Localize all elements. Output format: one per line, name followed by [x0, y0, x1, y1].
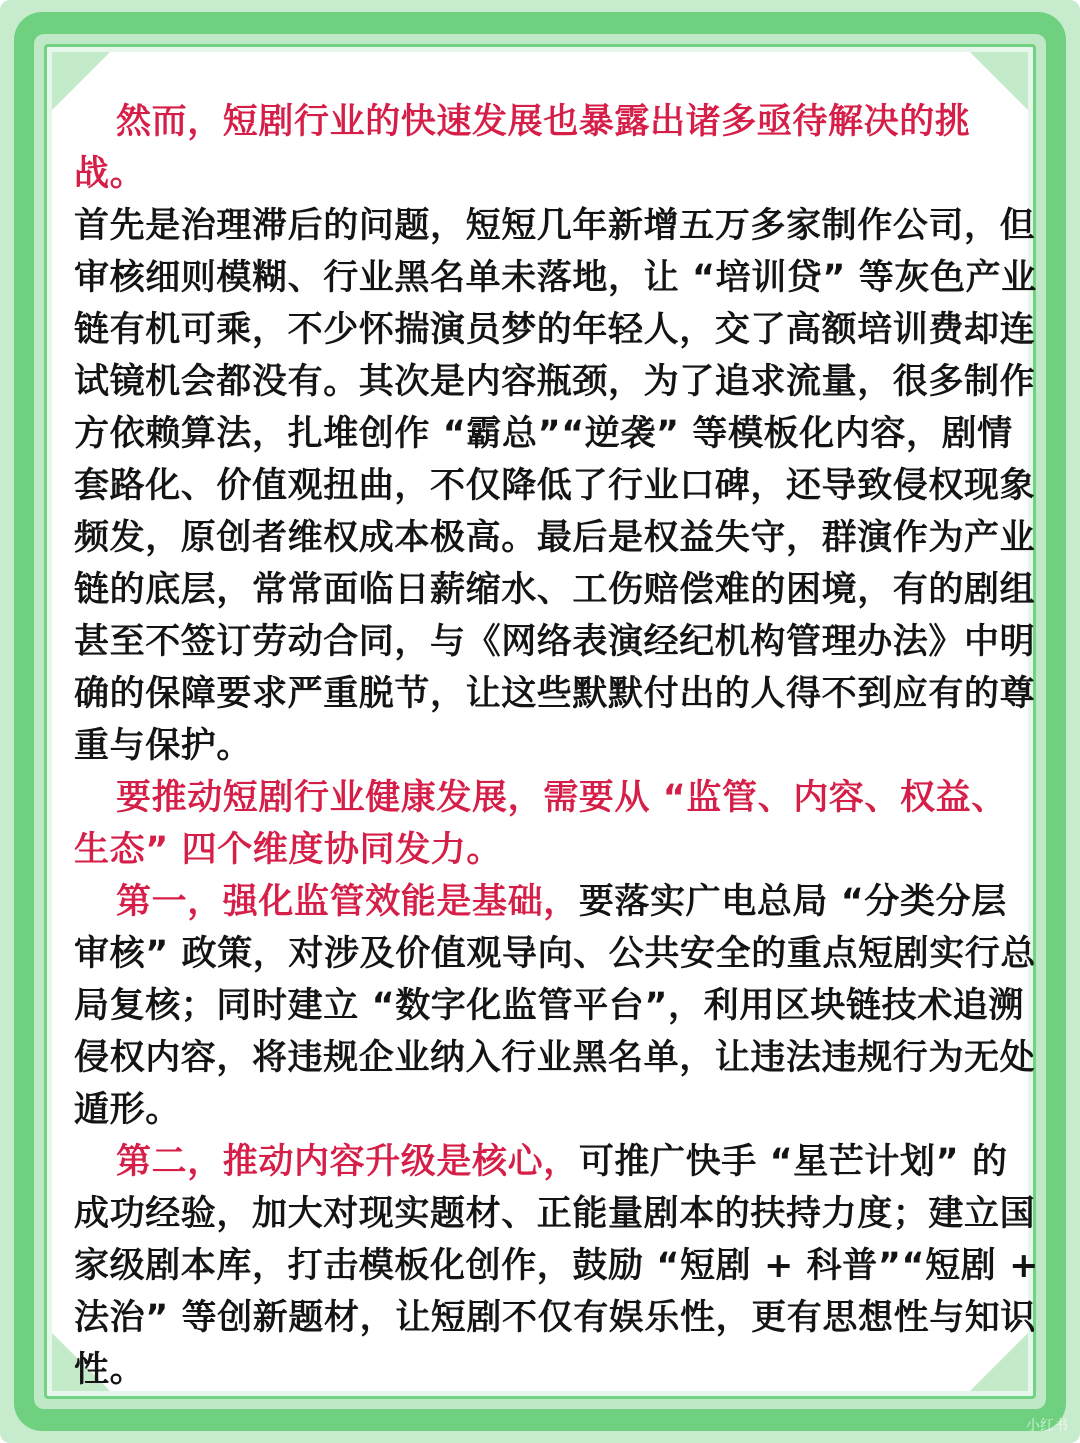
article-body [74, 96, 1040, 1396]
paragraph-second-point [74, 1136, 1040, 1396]
paragraph-first-point [74, 876, 1040, 1136]
paragraph-text: 要落实广电总局 “分类分层审核” 政策，对涉及价值观导向、公共安全的重点短剧实行总局复核；同时建立 “数字化监管平台”，利用区块链技术追溯侵权内容，将违规企业纳入行业黑名单，让违法违规行为无处遁形。 [74, 882, 1036, 1130]
watermark: 小红书 [1026, 1418, 1068, 1434]
paragraph-text: 首先是治理滞后的问题，短短几年新增五万多家制作公司，但审核细则模糊、行业黑名单未落地，让 “培训贷” 等灰色产业链有机可乘，不少怀揣演员梦的年轻人，交了高额培训费却连试镜机会都没有。其次是内容瓶颈，为了追求流量，很多制作方依赖算法，扎堆创作 “霸总”“逆袭” 等模板化内容，剧情套路化、价值观扭曲，不仅降低了行业口碑，还导致侵权现象频发，原创者维权成本极高。最后是权益失守，群演作为产业链的底层，常常面临日薪缩水、工伤赔偿难的困境，有的剧组甚至不签订劳动合同，与《网络表演经纪机构管理办法》中明确的保障要求严重脱节，让这些默默付出的人得不到应有的尊重与保护。 [74, 206, 1037, 766]
paragraph-text: 可推广快手 “星芒计划” 的成功经验，加大对现实题材、正能量剧本的扶持力度；建立国家级剧本库，打击模板化创作，鼓励 “短剧 + 科普”“短剧 + 法治” 等创新题材，让短剧不仅有娱乐性，更有思想性与知识性。 [74, 1142, 1040, 1390]
paragraph-lead-red: 第二，推动内容升级是核心， [116, 1142, 579, 1182]
paragraph-lead-red: 要推动短剧行业健康发展，需要从 “监管、内容、权益、生态” 四个维度协同发力。 [74, 778, 1007, 870]
paragraph-lead-red: 然而，短剧行业的快速发展也暴露出诸多亟待解决的挑战。 [74, 102, 971, 194]
paragraph-challenges [74, 96, 1040, 772]
paragraph-four-dimensions [74, 772, 1040, 876]
paragraph-lead-red: 第一，强化监管效能是基础， [116, 882, 579, 922]
